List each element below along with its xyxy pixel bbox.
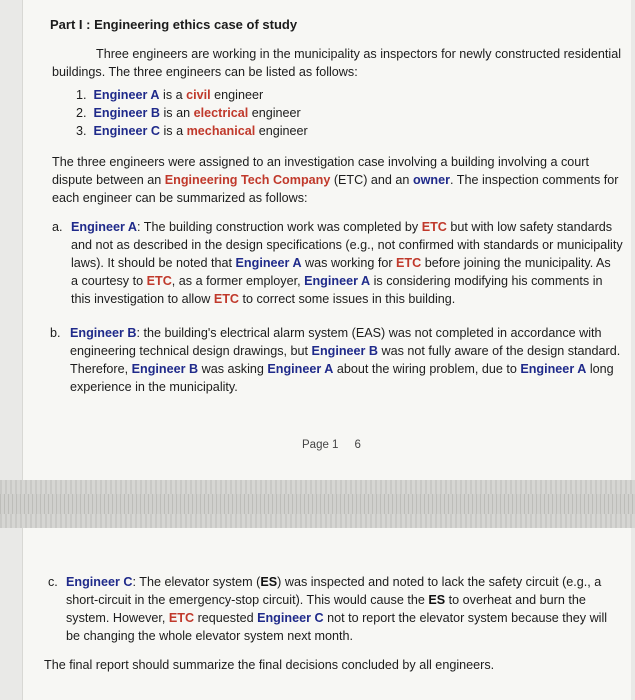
- item-b-line-1: Engineer B: the building's electrical alarm system (EAS) was not completed in accordance with: [70, 326, 602, 340]
- assign-line-2: dispute between an Engineering Tech Company (ETC) and an owner. The inspection comments for: [52, 173, 619, 187]
- item-a-line-2: and not as described in the design specifications (e.g., not confirmed with standards or municipality: [71, 238, 623, 252]
- item-c-line-2: short-circuit in the emergency-stop circuit). This would cause the ES to overheat and burn the: [66, 593, 586, 607]
- owner-label: owner: [412, 173, 451, 187]
- item-b-line-4: experience in the municipality.: [70, 380, 238, 394]
- item-c-line-3: system. However, ETC requested Engineer C not to report the elevator system because they will: [66, 611, 608, 625]
- engineer-role: mechanical: [186, 124, 256, 138]
- engineer-role: civil: [186, 88, 211, 102]
- final-statement: The final report should summarize the final decisions concluded by all engineers.: [44, 658, 495, 672]
- engineer-role: electrical: [193, 106, 249, 120]
- section-title: Part I : Engineering ethics case of study: [50, 17, 298, 32]
- engineer-name: Engineer B: [93, 106, 160, 120]
- list-item: 1. Engineer A is a civil engineer: [76, 88, 264, 102]
- item-a-line-3: laws). It should be noted that Engineer A was working for ETC before joining the municipality. As: [71, 256, 611, 270]
- list-item: 3. Engineer C is a mechanical engineer: [76, 124, 308, 138]
- item-a-letter: a.: [52, 220, 63, 234]
- assign-line-3: each engineer can be summarized as follows:: [52, 191, 308, 205]
- engineer-name: Engineer C: [93, 124, 160, 138]
- item-b-line-3: Therefore, Engineer B was asking Engineer A about the wiring problem, due to Engineer A long: [70, 362, 614, 376]
- assign-line-1: The three engineers were assigned to an investigation case involving a building involving a court: [52, 155, 589, 169]
- page-separator: [0, 480, 635, 528]
- item-a-line-5: this investigation to allow ETC to correct some issues in this building.: [71, 292, 456, 306]
- item-c-letter: c.: [48, 575, 58, 589]
- page-number: Page 1 6: [302, 439, 361, 451]
- item-b-line-2: engineering technical design drawings, but Engineer B was not fully aware of the design standard.: [70, 344, 621, 358]
- intro-line-1: Three engineers are working in the municipality as inspectors for newly constructed residential: [96, 47, 621, 61]
- list-item: 2. Engineer B is an electrical engineer: [76, 106, 301, 120]
- intro-line-2: buildings. The three engineers can be listed as follows:: [52, 65, 358, 79]
- item-c-line-4: be changing the whole elevator system next month.: [66, 629, 354, 643]
- engineer-name: Engineer A: [93, 88, 160, 102]
- item-b-letter: b.: [50, 326, 61, 340]
- item-c-line-1: Engineer C: The elevator system (ES) was inspected and noted to lack the safety circuit (e.g., a: [66, 575, 602, 589]
- item-a-line-1: Engineer A: The building construction work was completed by ETC but with low safety standards: [71, 220, 613, 234]
- company-name: Engineering Tech Company: [164, 173, 331, 187]
- item-a-line-4: a courtesy to ETC, as a former employer, Engineer A is considering modifying his comments in: [71, 274, 603, 288]
